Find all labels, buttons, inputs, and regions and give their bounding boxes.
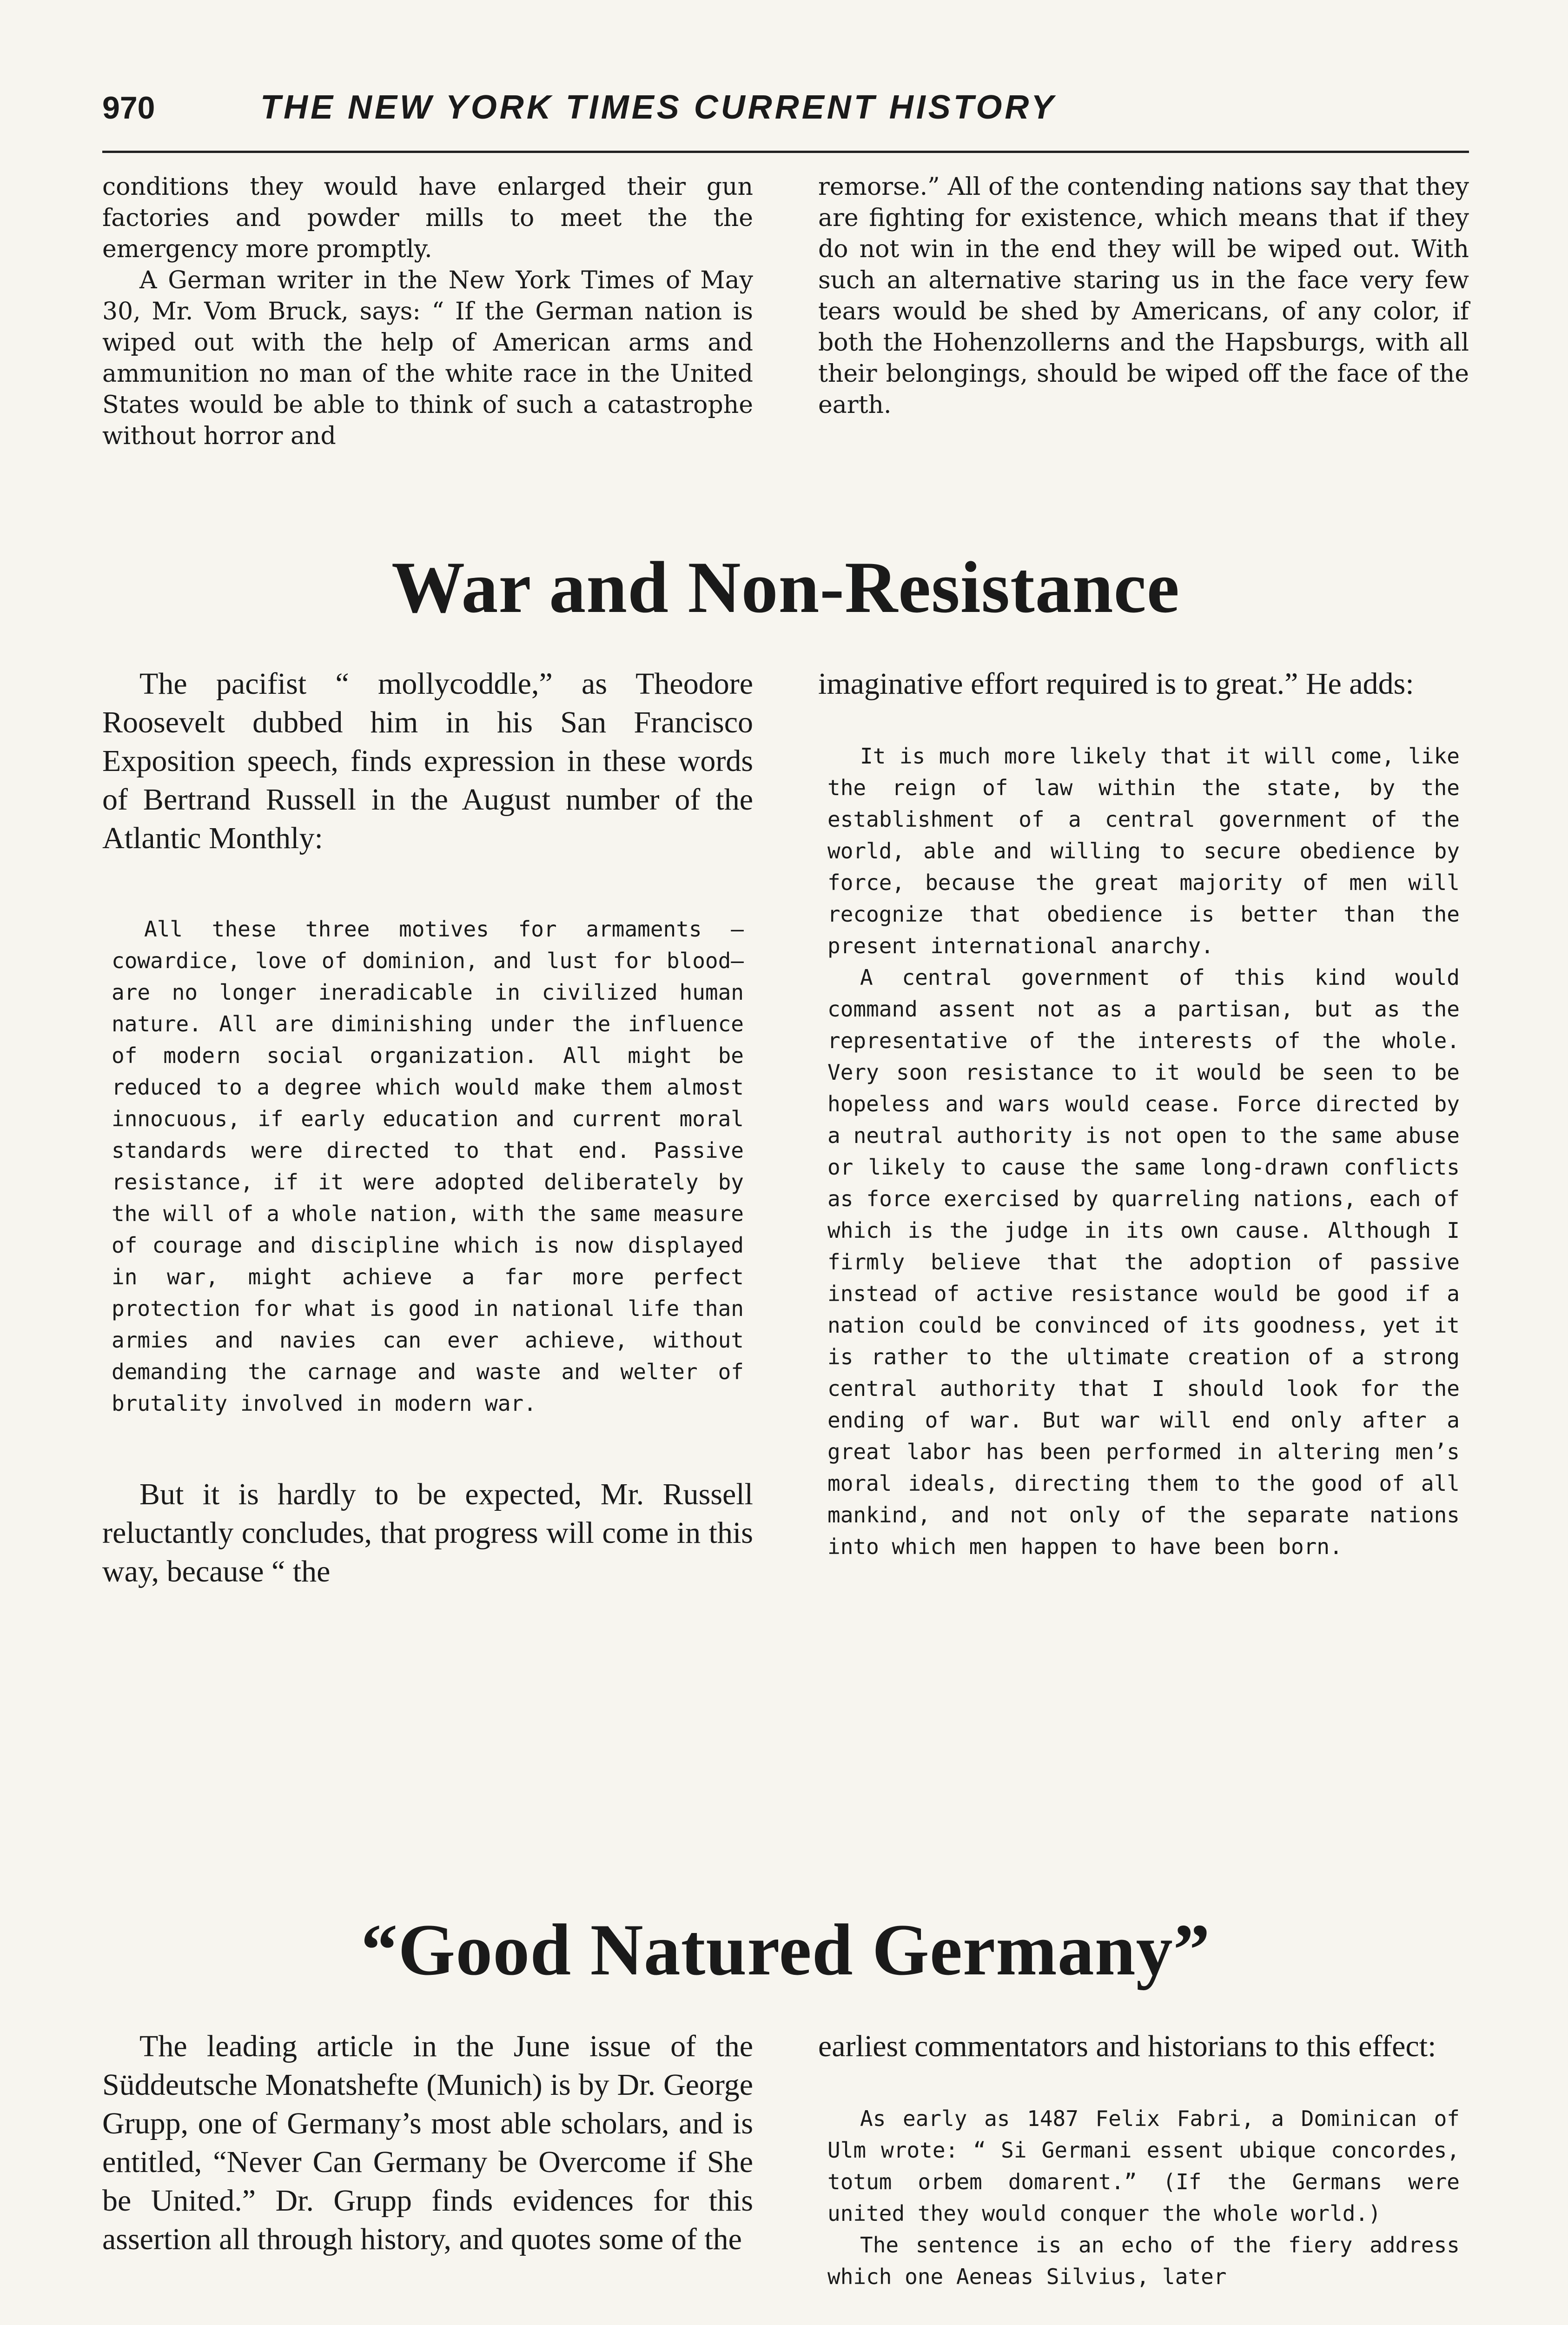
article2-right-intro: earliest commentators and historians to this effect: [818, 2029, 1436, 2063]
article2-left-column [102, 2027, 753, 2292]
article1-conclusion-paragraph: But it is hardly to be expected, Mr. Russell reluctantly concludes, that progress will come in this way, because “ the [102, 1477, 753, 1588]
page-number: 970 [102, 90, 155, 126]
article1-left-column [102, 664, 753, 1813]
article2-intro-paragraph: The leading article in the June issue of the Süddeutsche Monatshefte (Munich) is by Dr. George Grupp, one of Germany’s most able scholars, and is entitled, “Never Can Germany be Overcome if She be United.” Dr. Grupp finds evidences for this assertion all through history, and quotes some of the [102, 2029, 753, 2256]
article1-columns [102, 664, 1469, 1813]
article2-quote-paragraph-1: As early as 1487 Felix Fabri, a Dominican of Ulm wrote: “ Si Germani essent ubique concordes, totum orbem domarent.” (If the Germans were united they would conquer the whole world.) [827, 2106, 1460, 2226]
intro-right-column [818, 172, 1469, 488]
article1-russell-quote-right-2: A central government of this kind would command assent not as a partisan, but as the representative of the interests of the whole. Very soon resistance to it would be seen to be hopeless and wars would cease. Force directed by a neutral authority is not open to the same abuse or likely to cause the same long-drawn conflicts as force exercised by quarreling nations, each of which is the judge in its own cause. Although I firmly believe that the adoption of passive instead of active resistance would be good if a nation could be convinced of its goodness, yet it is rather to the ultimate creation of a strong central authority that I should look for the ending of war. But war will end only after a great labor has been performed in altering men’s moral ideals, directing them to the good of all mankind, and not only of the separate nations into which men happen to have been born. [827, 965, 1460, 1559]
article2-quote-paragraph-2: The sentence is an echo of the fiery address which one Aeneas Silvius, later [827, 2232, 1460, 2289]
article-headline-good-natured-germany: “Good Natured Germany” [361, 1909, 1211, 1991]
article2-columns [102, 2027, 1469, 2292]
intro-left-paragraph-2: A German writer in the New York Times of May 30, Mr. Vom Bruck, says: “ If the German nation is wiped out with the help of American arms and ammunition no man of the white race in the United States would be able to think of such a catastrophe without horror and [102, 266, 753, 450]
article-headline-war-and-non-resistance: War and Non-Resistance [391, 547, 1180, 628]
intro-right-paragraph-1: remorse.” All of the contending nations say that they are fighting for existence, which means that if they do not win in the end they will be wiped out. With such an alternative staring us in the face very few tears would be shed by Americans, of any color, if both the Hohenzollerns and the Hapsburgs, with all their belongings, should be wiped off the face of the earth. [818, 173, 1469, 419]
intro-columns [102, 172, 1469, 488]
article1-russell-quote-right-1: It is much more likely that it will come, like the reign of law within the state, by the establishment of a central government of the world, able and willing to secure obedience by force, because the great majority of men will recognize that obedience is better than the present international anarchy. [827, 744, 1460, 958]
document-page [102, 88, 1469, 2325]
intro-left-column [102, 172, 753, 488]
article1-right-column [818, 664, 1469, 1813]
article1-right-intro: imaginative effort required is to great.” He adds: [818, 667, 1414, 701]
article2-right-column [818, 2027, 1469, 2292]
intro-left-paragraph-1: conditions they would have enlarged their gun factories and powder mills to meet the the emergency more promptly. [102, 173, 753, 263]
article1-intro-paragraph: The pacifist “ mollycoddle,” as Theodore Roosevelt dubbed him in his San Francisco Exposition speech, finds expression in these words of Bertrand Russell in the August number of the Atlantic Monthly: [102, 667, 753, 855]
running-header [102, 88, 1469, 153]
journal-title: THE NEW YORK TIMES CURRENT HISTORY [260, 89, 1057, 126]
article1-russell-quote-left: All these three motives for armaments —cowardice, love of dominion, and lust for blood—are no longer ineradicable in civilized human nature. All are diminishing under the influence of modern social organization. All might be reduced to a degree which would make them almost innocuous, if early education and current moral standards were directed to that end. Passive resistance, if it were adopted deliberately by the will of a whole nation, with the same measure of courage and discipline which is now displayed in war, might achieve a far more perfect protection for what is good in national life than armies and navies can ever achieve, without demanding the carnage and waste and welter of brutality involved in modern war. [112, 917, 744, 1416]
